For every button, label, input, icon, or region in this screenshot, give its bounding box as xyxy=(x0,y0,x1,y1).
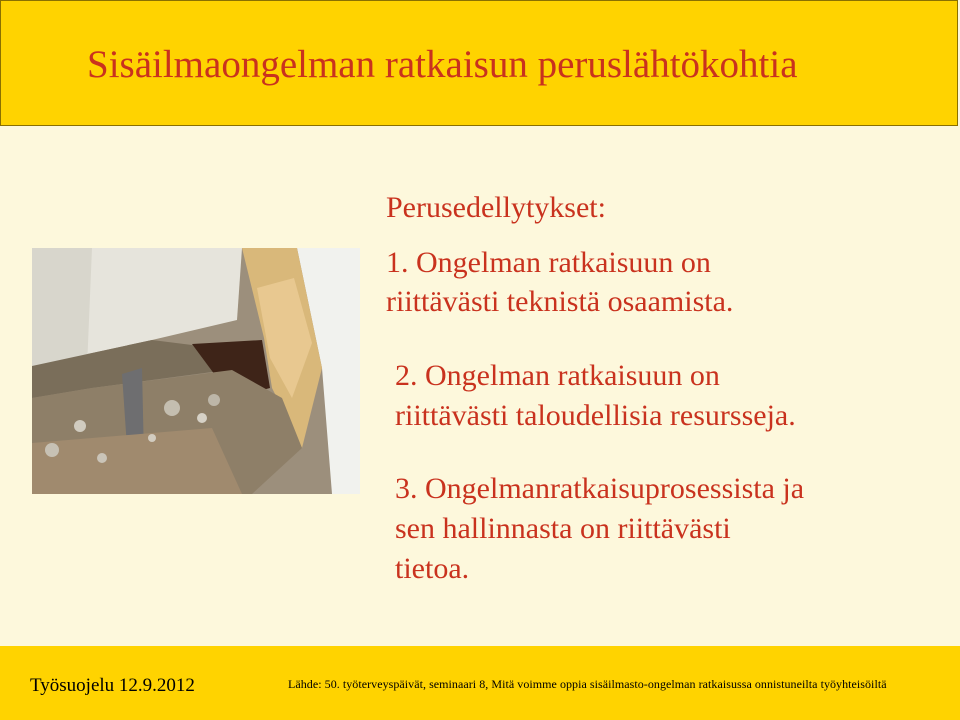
item-3-line-2: sen hallinnasta on riittävästi xyxy=(395,512,731,545)
item-2-line-1: 2. Ongelman ratkaisuun on xyxy=(395,359,720,392)
item-3-line-3: tietoa. xyxy=(395,552,470,585)
item-2-line-2: riittävästi taloudellisia resursseja. xyxy=(395,399,796,432)
item-3-line-1: 3. Ongelmanratkaisuprosessista ja xyxy=(395,472,805,505)
footer-source: Lähde: 50. työterveyspäivät, seminaari 8, Mitä voimme oppia sisäilmasto-ongelman ratkaisussa onnistuneilta työyhteisöiltä xyxy=(288,677,887,691)
intro-text: Perusedellytykset: xyxy=(386,191,606,224)
slide-header xyxy=(0,0,958,126)
damaged-wall-photo xyxy=(32,248,360,494)
slide-title: Sisäilmaongelman ratkaisun peruslähtökohtia xyxy=(87,43,798,86)
item-1-line-2: riittävästi teknistä osaamista. xyxy=(386,285,734,318)
item-1-line-1: 1. Ongelman ratkaisuun on xyxy=(386,246,711,279)
footer-date: Työsuojelu 12.9.2012 xyxy=(30,675,195,696)
